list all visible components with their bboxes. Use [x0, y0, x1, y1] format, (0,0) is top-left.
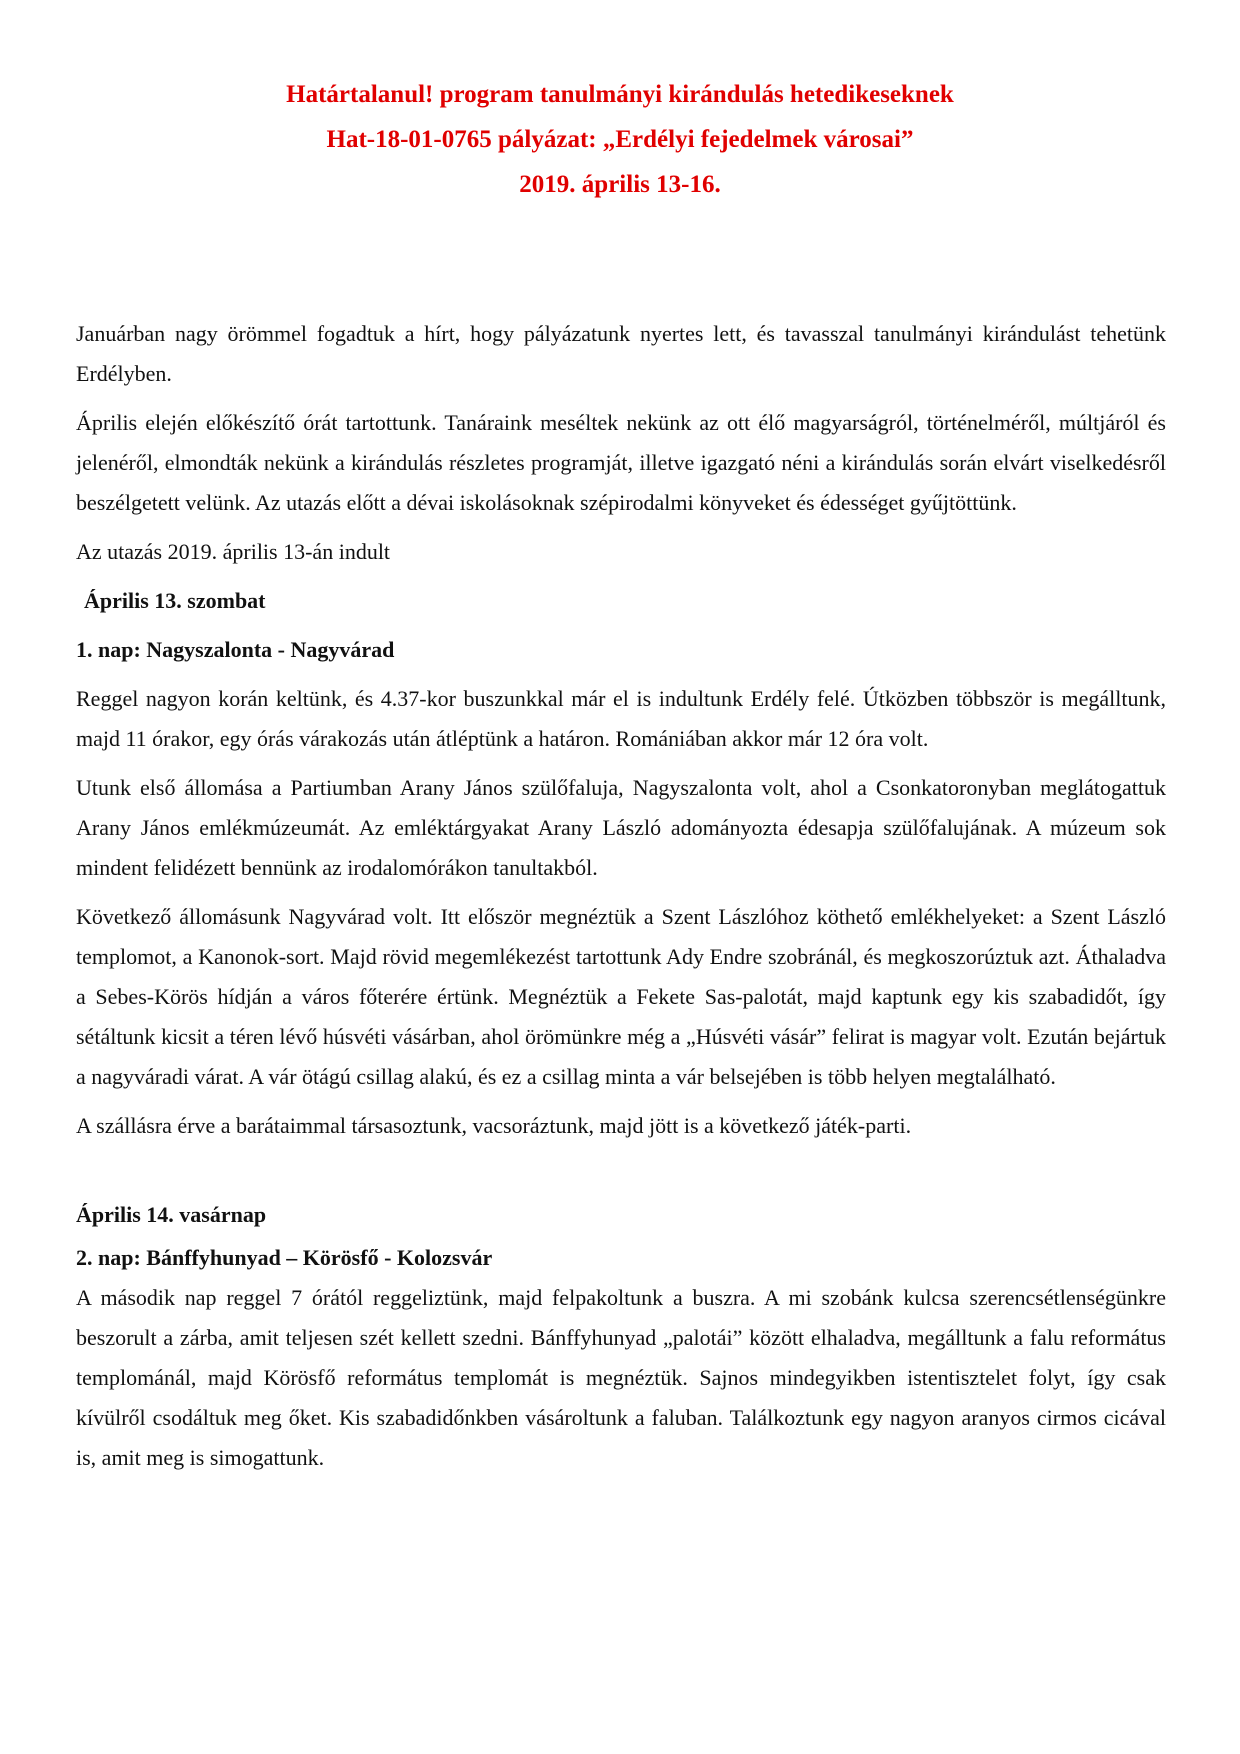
- day1-paragraph-4: A szállásra érve a barátaimmal társasoztunk, vacsoráztunk, majd jött is a következő játék-parti.: [76, 1113, 912, 1138]
- document-title-block: [0, 72, 1240, 207]
- intro-paragraph-3: Az utazás 2019. április 13-án indult: [76, 539, 391, 564]
- title-line-grant: Hat-18-01-0765 pályázat: „Erdélyi fejedelmek városai”: [326, 126, 914, 153]
- section-spacer: [76, 1155, 1166, 1195]
- document-body: [76, 314, 1166, 1487]
- day1-paragraph-1: Reggel nagyon korán keltünk, és 4.37-kor buszunkkal már el is indultunk Erdély felé. Útközben többször is megálltunk, majd 11 órakor, egy órás várakozás után átléptünk a határon. Romániában akkor már 12 óra volt.: [76, 686, 1166, 751]
- intro-paragraph-2: Április elején előkészítő órát tartottunk. Tanáraink meséltek nekünk az ott élő magyarságról, történelméről, múltjáról és jelenéről, elmondták nekünk a kirándulás részletes programját, illetve igazgató néni a kirándulás során elvárt viselkedésről beszélgetett velünk. Az utazás előtt a dévai iskolásoknak szépirodalmi könyveket és édességet gyűjtöttünk.: [76, 410, 1166, 515]
- title-line-date: 2019. április 13-16.: [519, 171, 721, 198]
- title-line-program: Határtalanul! program tanulmányi kirándulás hetedikeseknek: [286, 81, 954, 108]
- day2-paragraph-1: A második nap reggel 7 órától reggeliztünk, majd felpakoltunk a buszra. A mi szobánk kulcsa szerencsétlenségünkre beszorult a zárba, amit teljesen szét kellett szedni. Bánffyhunyad „palotái” között elhaladva, megálltunk a falu református templománál, majd Körösfő református templomát is megnéztük. Sajnos mindegyikben istentisztelet folyt, így csak kívülről csodáltuk meg őket. Kis szabadidőnkben vásároltunk a faluban. Találkoztunk egy nagyon aranyos cirmos cicával is, amit meg is simogattunk.: [76, 1285, 1166, 1470]
- intro-paragraph-1: Januárban nagy örömmel fogadtuk a hírt, hogy pályázatunk nyertes lett, és tavasszal tanulmányi kirándulást tehetünk Erdélyben.: [76, 321, 1166, 386]
- day1-title-heading: 1. nap: Nagyszalonta - Nagyvárad: [76, 637, 395, 662]
- day1-date-heading: Április 13. szombat: [84, 588, 266, 613]
- day1-paragraph-2: Utunk első állomása a Partiumban Arany János szülőfaluja, Nagyszalonta volt, ahol a Csonkatoronyban meglátogattuk Arany János emlékmúzeumát. Az emléktárgyakat Arany László adományozta édesapja szülőfalujának. A múzeum sok mindent felidézett bennünk az irodalomórákon tanultakból.: [76, 775, 1166, 880]
- day2-date-heading: Április 14. vasárnap: [76, 1202, 267, 1227]
- day2-title-heading: 2. nap: Bánffyhunyad – Körösfő - Kolozsvár: [76, 1245, 493, 1270]
- day1-paragraph-3: Következő állomásunk Nagyvárad volt. Itt először megnéztük a Szent Lászlóhoz köthető emlékhelyeket: a Szent László templomot, a Kanonok-sort. Majd rövid megemlékezést tartottunk Ady Endre szobránál, és megkoszorúztuk azt. Áthaladva a Sebes-Körös hídján a város főterére értünk. Megnéztük a Fekete Sas-palotát, majd kaptunk egy kis szabadidőt, így sétáltunk kicsit a téren lévő húsvéti vásárban, ahol örömünkre még a „Húsvéti vásár” felirat is magyar volt. Ezután bejártuk a nagyváradi várat. A vár ötágú csillag alakú, és ez a csillag minta a vár belsejében is több helyen megtalálható.: [76, 904, 1166, 1089]
